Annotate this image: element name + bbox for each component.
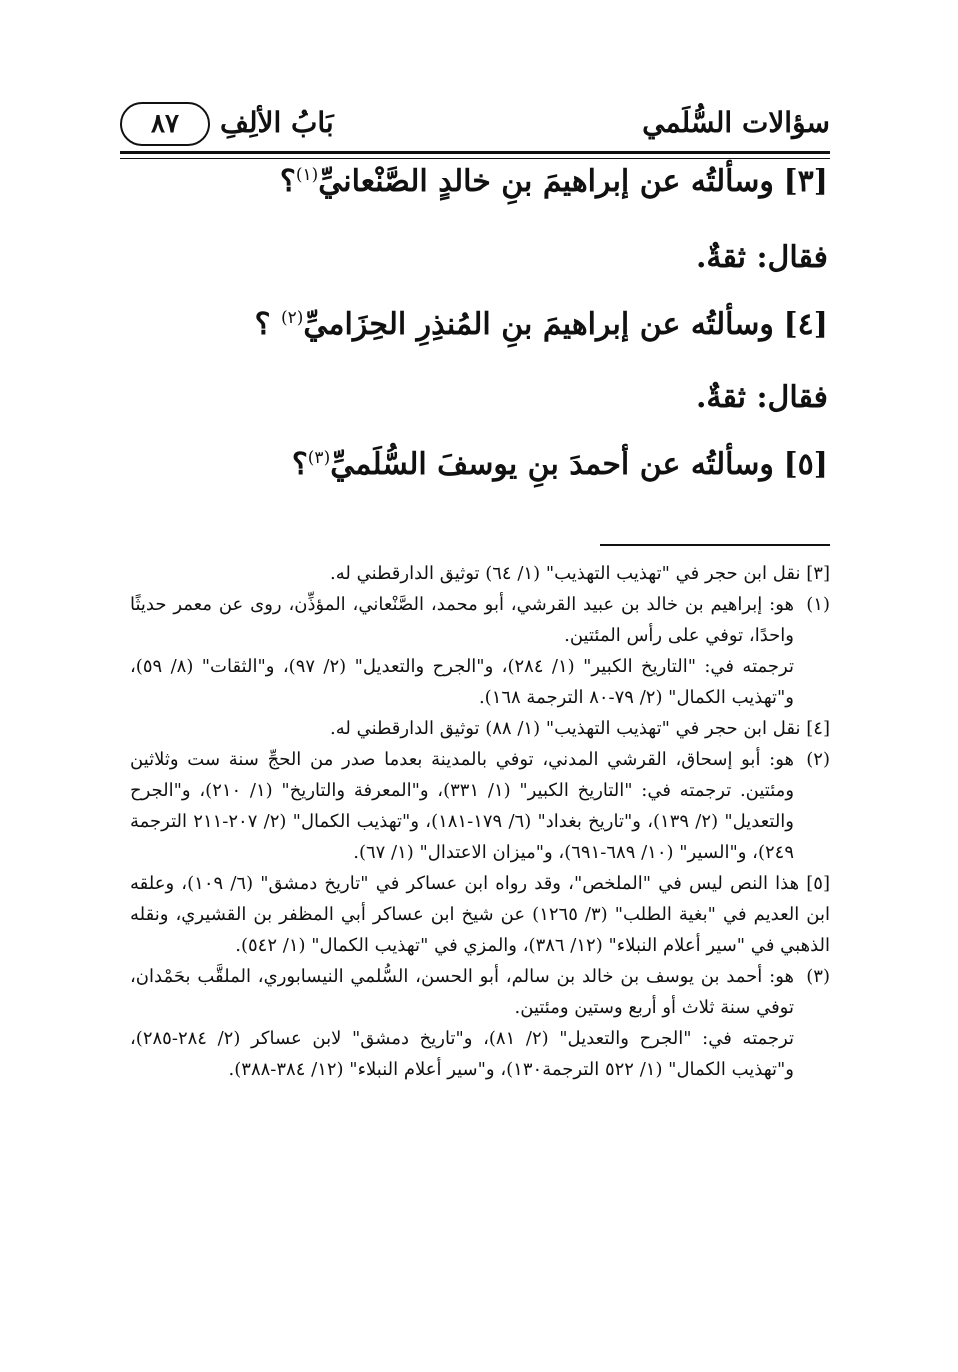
footnote-text: ترجمته في: "الجرح والتعديل" (٢/ ٨١)، و"تاريخ دمشق" لابن عساكر (٢/ ٢٨٤-٢٨٥)، و"تهذيب الكمال" (١/ ٥٢٢ الترجمة١٣٠)، و"سير أعلام النبلاء" (١٢/ ٣٨٤-٣٨٨).	[130, 1028, 794, 1080]
question-mark: ؟	[279, 164, 296, 199]
question-3	[140, 164, 828, 199]
footnote-entry-3	[130, 558, 830, 589]
answer-3	[140, 240, 828, 275]
footnote-marker: (٢)	[806, 749, 830, 770]
footnote-separator	[600, 544, 830, 546]
page-number: ٨٧	[120, 102, 210, 146]
question-mark: ؟	[254, 307, 281, 342]
footnote-entry-5	[130, 868, 830, 961]
answer-text: فقال: ثقةٌ.	[695, 240, 828, 275]
question-text: وسألتُه عن إبراهيمَ بنِ المُنذِرِ الحِزَاميِّ	[303, 307, 774, 342]
footnote-text: ترجمته في: "التاريخ الكبير" (١/ ٢٨٤)، و"الجرح والتعديل" (٢/ ٩٧)، و"الثقات" (٨/ ٥٩)، و"تهذيب الكمال" (٢/ ٧٩-٨٠ الترجمة ١٦٨).	[130, 656, 794, 708]
footnote-marker: [٥]	[806, 873, 830, 894]
header-rule-thick	[120, 151, 830, 154]
footnote-2	[130, 744, 830, 868]
note-ref[interactable]: (٣)	[307, 448, 331, 468]
footnote-text: هذا النص ليس في "الملخص"، وقد رواه ابن عساكر في "تاريخ دمشق" (٦/ ١٠٩)، وعلقه ابن العديم في "بغية الطلب" (٣/ ١٢٦٥) عن شيخ ابن عساكر أبي المظفر بن القشيري، ونقله الذهبي في "سير أعلام النبلاء" (١٢/ ٣٨٦)، والمزي في "تهذيب الكمال" (١/ ٥٤٢).	[130, 873, 830, 956]
answer-text: فقال: ثقةٌ.	[695, 380, 828, 415]
footnotes	[130, 558, 830, 1085]
footnote-text: هو: أحمد بن يوسف بن خالد بن سالم، أبو الحسن، السُّلمي النيسابوري، الملقَّب بحَمْدان، توفي سنة ثلاث أو أربع وستين ومئتين.	[130, 966, 794, 1018]
question-text: وسألتُه عن إبراهيمَ بنِ خالدٍ الصَّنْعانيِّ	[318, 164, 774, 199]
footnote-text: نقل ابن حجر في "تهذيب التهذيب" (١/ ٦٤) توثيق الدارقطني له.	[330, 563, 801, 584]
footnote-text: نقل ابن حجر في "تهذيب التهذيب" (١/ ٨٨) توثيق الدارقطني له.	[330, 718, 801, 739]
question-mark: ؟	[291, 447, 308, 482]
footnote-marker: (٣)	[806, 966, 830, 987]
chapter-title: بَابُ الألِفِ	[220, 106, 334, 139]
book-title: سؤالات السُّلَمي	[642, 106, 830, 139]
footnote-text: هو: أبو إسحاق، القرشي المدني، توفي بالمدينة بعدما صدر من الحجِّ سنة ست وثلاثين ومئتين. ترجمته في: "التاريخ الكبير" (١/ ٣٣١)، و"المعرفة والتاريخ" (١/ ٢١٠)، و"الجرح والتعديل" (٢/ ١٣٩)، و"تاريخ بغداد" (٦/ ١٧٩-١٨١)، و"تهذيب الكمال" (٢/ ٢٠٧-٢١١ الترجمة ٢٤٩)، و"السير" (١٠/ ٦٨٩-٦٩١)، و"ميزان الاعتدال" (١/ ٦٧).	[130, 749, 795, 863]
footnote-3	[130, 961, 830, 1085]
header-rule-thin	[120, 158, 830, 159]
note-ref[interactable]: (٢)	[280, 308, 304, 328]
question-text: وسألتُه عن أحمدَ بنِ يوسفَ السُّلَميِّ	[330, 447, 774, 482]
running-header	[120, 92, 830, 152]
entry-number: [٥]	[783, 447, 828, 482]
footnote-marker: (١)	[806, 594, 830, 615]
footnote-entry-4	[130, 713, 830, 744]
note-ref[interactable]: (١)	[295, 165, 319, 185]
footnote-1	[130, 589, 830, 713]
question-4	[140, 307, 828, 342]
entry-number: [٣]	[783, 164, 828, 199]
question-5	[140, 447, 828, 482]
footnote-marker: [٤]	[806, 718, 830, 739]
footnote-text: هو: إبراهيم بن خالد بن عبيد القرشي، أبو محمد، الصَّنْعاني، المؤذِّن، روى عن معمر حديثًا واحدًا، توفي على رأس المئتين.	[130, 594, 794, 646]
entry-number: [٤]	[783, 307, 828, 342]
footnote-marker: [٣]	[806, 563, 830, 584]
answer-4	[140, 380, 828, 415]
